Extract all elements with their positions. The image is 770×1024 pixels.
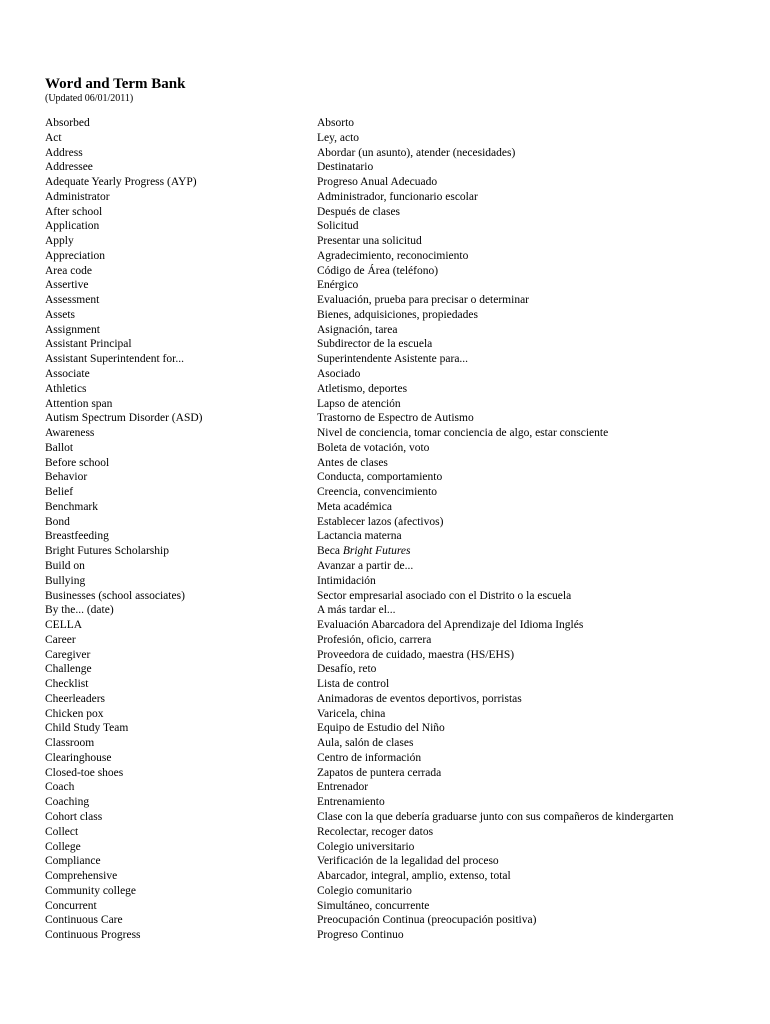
english-term: Chicken pox — [45, 707, 104, 720]
english-term: Assistant Principal — [45, 338, 132, 351]
spanish-text: Después de clases — [317, 205, 401, 218]
term-row — [45, 736, 745, 751]
spanish-text: Verificación de la legalidad del proceso — [317, 855, 499, 868]
term-row — [45, 116, 745, 131]
spanish-text: Simultáneo, concurrente — [317, 899, 430, 912]
english-term: Clearinghouse — [45, 751, 112, 764]
spanish-translation — [317, 559, 745, 574]
spanish-text: Evaluación, prueba para precisar o determinar — [317, 294, 530, 307]
spanish-translation — [317, 160, 745, 175]
spanish-text: Colegio comunitario — [317, 884, 412, 897]
term-row — [45, 618, 745, 633]
spanish-translation — [317, 766, 745, 781]
english-term: Address — [45, 146, 83, 159]
term-row — [45, 500, 745, 515]
spanish-translation — [317, 470, 745, 485]
term-row — [45, 928, 745, 943]
english-term: Before school — [45, 456, 110, 469]
term-row — [45, 146, 745, 161]
term-row — [45, 854, 745, 869]
english-term: Benchmark — [45, 500, 99, 513]
english-term: Assets — [45, 308, 76, 321]
spanish-text: Ley, acto — [317, 131, 360, 144]
spanish-translation — [317, 662, 745, 677]
spanish-text: Evaluación Abarcadora del Aprendizaje del Idioma Inglés — [317, 619, 584, 632]
term-row — [45, 441, 745, 456]
spanish-text: Profesión, oficio, carrera — [317, 633, 432, 646]
spanish-translation — [317, 146, 745, 161]
term-row — [45, 589, 745, 604]
english-term: College — [45, 840, 81, 853]
english-term: Attention span — [45, 397, 113, 410]
english-term: Cheerleaders — [45, 692, 106, 705]
spanish-text: Aula, salón de clases — [317, 737, 414, 750]
spanish-text: Entrenador — [317, 781, 369, 794]
spanish-translation — [317, 780, 745, 795]
english-term: Businesses (school associates) — [45, 589, 185, 602]
term-row — [45, 648, 745, 663]
spanish-translation — [317, 795, 745, 810]
spanish-translation — [317, 751, 745, 766]
english-term: Athletics — [45, 382, 87, 395]
english-term: Closed-toe shoes — [45, 766, 124, 779]
english-term: Bright Futures Scholarship — [45, 545, 169, 558]
spanish-text: Avanzar a partir de... — [317, 559, 414, 572]
english-term: After school — [45, 205, 103, 218]
spanish-text: Colegio universitario — [317, 840, 415, 853]
spanish-translation — [317, 825, 745, 840]
english-term: Area code — [45, 264, 92, 277]
term-row — [45, 884, 745, 899]
spanish-translation — [317, 411, 745, 426]
english-term: Coaching — [45, 796, 90, 809]
english-term: Absorbed — [45, 117, 90, 129]
spanish-text: Progreso Anual Adecuado — [317, 176, 438, 189]
spanish-translation — [317, 131, 745, 146]
english-term: Belief — [45, 486, 74, 499]
english-term: Administrator — [45, 190, 110, 203]
term-row — [45, 456, 745, 471]
spanish-translation — [317, 264, 745, 279]
term-row — [45, 544, 745, 559]
spanish-text: Boleta de votación, voto — [317, 441, 430, 454]
term-row — [45, 485, 745, 500]
english-term: CELLA — [45, 619, 83, 632]
spanish-text: Lactancia materna — [317, 530, 402, 543]
spanish-text: Creencia, convencimiento — [317, 486, 438, 499]
spanish-text: Lapso de atención — [317, 397, 401, 410]
english-term: Assertive — [45, 279, 89, 292]
term-row — [45, 721, 745, 736]
term-row — [45, 662, 745, 677]
english-term: Behavior — [45, 471, 88, 484]
spanish-translation — [317, 278, 745, 293]
term-row — [45, 766, 745, 781]
spanish-translation — [317, 234, 745, 249]
spanish-text: Código de Área (teléfono) — [317, 264, 439, 277]
spanish-text: Solicitud — [317, 220, 359, 233]
spanish-text: Sector empresarial asociado con el Distrito o la escuela — [317, 589, 572, 602]
english-term: Adequate Yearly Progress (AYP) — [45, 176, 197, 189]
english-term: Application — [45, 220, 100, 233]
term-row — [45, 869, 745, 884]
term-row — [45, 249, 745, 264]
spanish-text: Lista de control — [317, 678, 390, 691]
english-term: Concurrent — [45, 899, 97, 912]
term-row — [45, 751, 745, 766]
term-row — [45, 574, 745, 589]
english-term: Cohort class — [45, 810, 103, 823]
term-row — [45, 411, 745, 426]
english-term: Build on — [45, 559, 85, 572]
english-term: Bullying — [45, 574, 86, 587]
term-list — [45, 116, 745, 943]
term-row — [45, 810, 745, 825]
spanish-translation — [317, 441, 745, 456]
english-term: Checklist — [45, 678, 89, 691]
spanish-translation — [317, 648, 745, 663]
english-term: Challenge — [45, 663, 92, 676]
english-term: Associate — [45, 368, 90, 381]
spanish-text: Proveedora de cuidado, maestra (HS/EHS) — [317, 648, 515, 661]
spanish-text: Beca — [317, 545, 343, 558]
spanish-translation — [317, 382, 745, 397]
term-row — [45, 633, 745, 648]
spanish-text: Presentar una solicitud — [317, 235, 422, 248]
spanish-translation — [317, 544, 745, 559]
spanish-italic-text: Bright Futures — [342, 545, 411, 558]
spanish-text: Destinatario — [317, 161, 374, 174]
english-term: Addressee — [45, 161, 93, 174]
spanish-translation — [317, 810, 745, 825]
term-row — [45, 840, 745, 855]
spanish-text: Antes de clases — [317, 456, 388, 469]
term-row — [45, 515, 745, 530]
spanish-translation — [317, 397, 745, 412]
term-row — [45, 795, 745, 810]
term-row — [45, 692, 745, 707]
spanish-text: Bienes, adquisiciones, propiedades — [317, 308, 478, 321]
term-row — [45, 308, 745, 323]
term-row — [45, 913, 745, 928]
spanish-translation — [317, 337, 745, 352]
spanish-text: Abarcador, integral, amplio, extenso, total — [317, 870, 511, 883]
english-term: Community college — [45, 884, 137, 897]
term-row — [45, 293, 745, 308]
term-row — [45, 131, 745, 146]
spanish-translation — [317, 249, 745, 264]
english-term: Coach — [45, 781, 75, 794]
spanish-text: Enérgico — [317, 279, 359, 292]
spanish-translation — [317, 456, 745, 471]
english-term: Ballot — [45, 441, 74, 454]
english-term: Assessment — [45, 294, 100, 307]
spanish-translation — [317, 293, 745, 308]
spanish-text: Animadoras de eventos deportivos, porristas — [317, 692, 522, 705]
english-term: Assignment — [45, 323, 100, 336]
spanish-translation — [317, 367, 745, 382]
english-term: Compliance — [45, 855, 101, 868]
english-term: Appreciation — [45, 249, 106, 262]
spanish-text: Agradecimiento, reconocimiento — [317, 249, 469, 262]
english-term: Breastfeeding — [45, 530, 109, 543]
spanish-text: Entrenamiento — [317, 796, 385, 809]
term-row — [45, 234, 745, 249]
spanish-text: Asociado — [317, 368, 361, 381]
english-term: Comprehensive — [45, 870, 118, 883]
english-term: Assistant Superintendent for... — [45, 353, 184, 366]
spanish-text: Abordar (un asunto), atender (necesidades) — [317, 146, 516, 159]
term-row — [45, 559, 745, 574]
spanish-text: Progreso Continuo — [317, 929, 404, 942]
english-term: Continuous Care — [45, 914, 123, 927]
spanish-translation — [317, 485, 745, 500]
spanish-translation — [317, 574, 745, 589]
term-row — [45, 367, 745, 382]
english-term: Awareness — [45, 427, 95, 440]
spanish-translation — [317, 190, 745, 205]
document-subtitle: (Updated 06/01/2011) — [45, 93, 134, 104]
term-row — [45, 337, 745, 352]
term-row — [45, 529, 745, 544]
english-term: Continuous Progress — [45, 929, 141, 942]
spanish-translation — [317, 913, 745, 928]
spanish-text: Preocupación Continua (preocupación positiva) — [317, 914, 537, 927]
spanish-translation — [317, 692, 745, 707]
term-row — [45, 323, 745, 338]
term-row — [45, 780, 745, 795]
spanish-text: Intimidación — [317, 574, 376, 587]
spanish-text: Equipo de Estudio del Niño — [317, 722, 445, 735]
english-term: Autism Spectrum Disorder (ASD) — [45, 412, 203, 425]
spanish-text: Desafío, reto — [317, 663, 377, 676]
spanish-translation — [317, 175, 745, 190]
spanish-translation — [317, 205, 745, 220]
term-row — [45, 426, 745, 441]
spanish-translation — [317, 884, 745, 899]
spanish-text: Centro de información — [317, 751, 422, 764]
term-row — [45, 190, 745, 205]
spanish-text: Absorto — [317, 117, 355, 129]
spanish-translation — [317, 721, 745, 736]
english-term: Apply — [45, 235, 74, 248]
term-row — [45, 352, 745, 367]
spanish-text: Clase con la que debería graduarse junto con sus compañeros de kindergarten — [317, 810, 674, 823]
spanish-text: Recolectar, recoger datos — [317, 825, 434, 838]
term-row — [45, 382, 745, 397]
spanish-text: Atletismo, deportes — [317, 382, 408, 395]
spanish-text: Superintendente Asistente para... — [317, 353, 469, 366]
spanish-translation — [317, 869, 745, 884]
term-row — [45, 160, 745, 175]
spanish-translation — [317, 500, 745, 515]
term-row — [45, 205, 745, 220]
spanish-translation — [317, 899, 745, 914]
term-row — [45, 278, 745, 293]
spanish-text: Varicela, china — [317, 707, 386, 720]
term-row — [45, 264, 745, 279]
english-term: Caregiver — [45, 648, 91, 661]
english-term: Act — [45, 131, 62, 144]
spanish-text: Nivel de conciencia, tomar conciencia de algo, estar consciente — [317, 427, 609, 440]
english-term: Classroom — [45, 737, 95, 750]
term-row — [45, 397, 745, 412]
spanish-text: Establecer lazos (afectivos) — [317, 515, 444, 528]
spanish-translation — [317, 618, 745, 633]
spanish-translation — [317, 677, 745, 692]
spanish-text: Zapatos de puntera cerrada — [317, 766, 442, 779]
term-row — [45, 470, 745, 485]
english-term: By the... (date) — [45, 604, 114, 617]
term-row — [45, 707, 745, 722]
spanish-text: Meta académica — [317, 500, 393, 513]
spanish-text: Trastorno de Espectro de Autismo — [317, 412, 474, 425]
spanish-translation — [317, 854, 745, 869]
term-row — [45, 219, 745, 234]
term-row — [45, 825, 745, 840]
document-title: Word and Term Bank — [45, 76, 186, 92]
spanish-translation — [317, 426, 745, 441]
spanish-translation — [317, 928, 745, 943]
spanish-translation — [317, 116, 745, 131]
term-row — [45, 899, 745, 914]
spanish-translation — [317, 308, 745, 323]
spanish-translation — [317, 633, 745, 648]
spanish-translation — [317, 736, 745, 751]
spanish-translation — [317, 707, 745, 722]
spanish-text: Subdirector de la escuela — [317, 338, 433, 351]
spanish-translation — [317, 352, 745, 367]
spanish-text: A más tardar el... — [317, 604, 396, 617]
spanish-translation — [317, 323, 745, 338]
spanish-text: Conducta, comportamiento — [317, 471, 443, 484]
spanish-text: Asignación, tarea — [317, 323, 398, 336]
spanish-translation — [317, 840, 745, 855]
english-term: Bond — [45, 515, 70, 528]
spanish-translation — [317, 219, 745, 234]
english-term: Child Study Team — [45, 722, 129, 735]
term-row — [45, 677, 745, 692]
english-term: Collect — [45, 825, 79, 838]
english-term: Career — [45, 633, 76, 646]
spanish-translation — [317, 529, 745, 544]
term-row — [45, 603, 745, 618]
spanish-translation — [317, 603, 745, 618]
spanish-translation — [317, 515, 745, 530]
spanish-text: Administrador, funcionario escolar — [317, 190, 478, 203]
spanish-translation — [317, 589, 745, 604]
term-row — [45, 175, 745, 190]
